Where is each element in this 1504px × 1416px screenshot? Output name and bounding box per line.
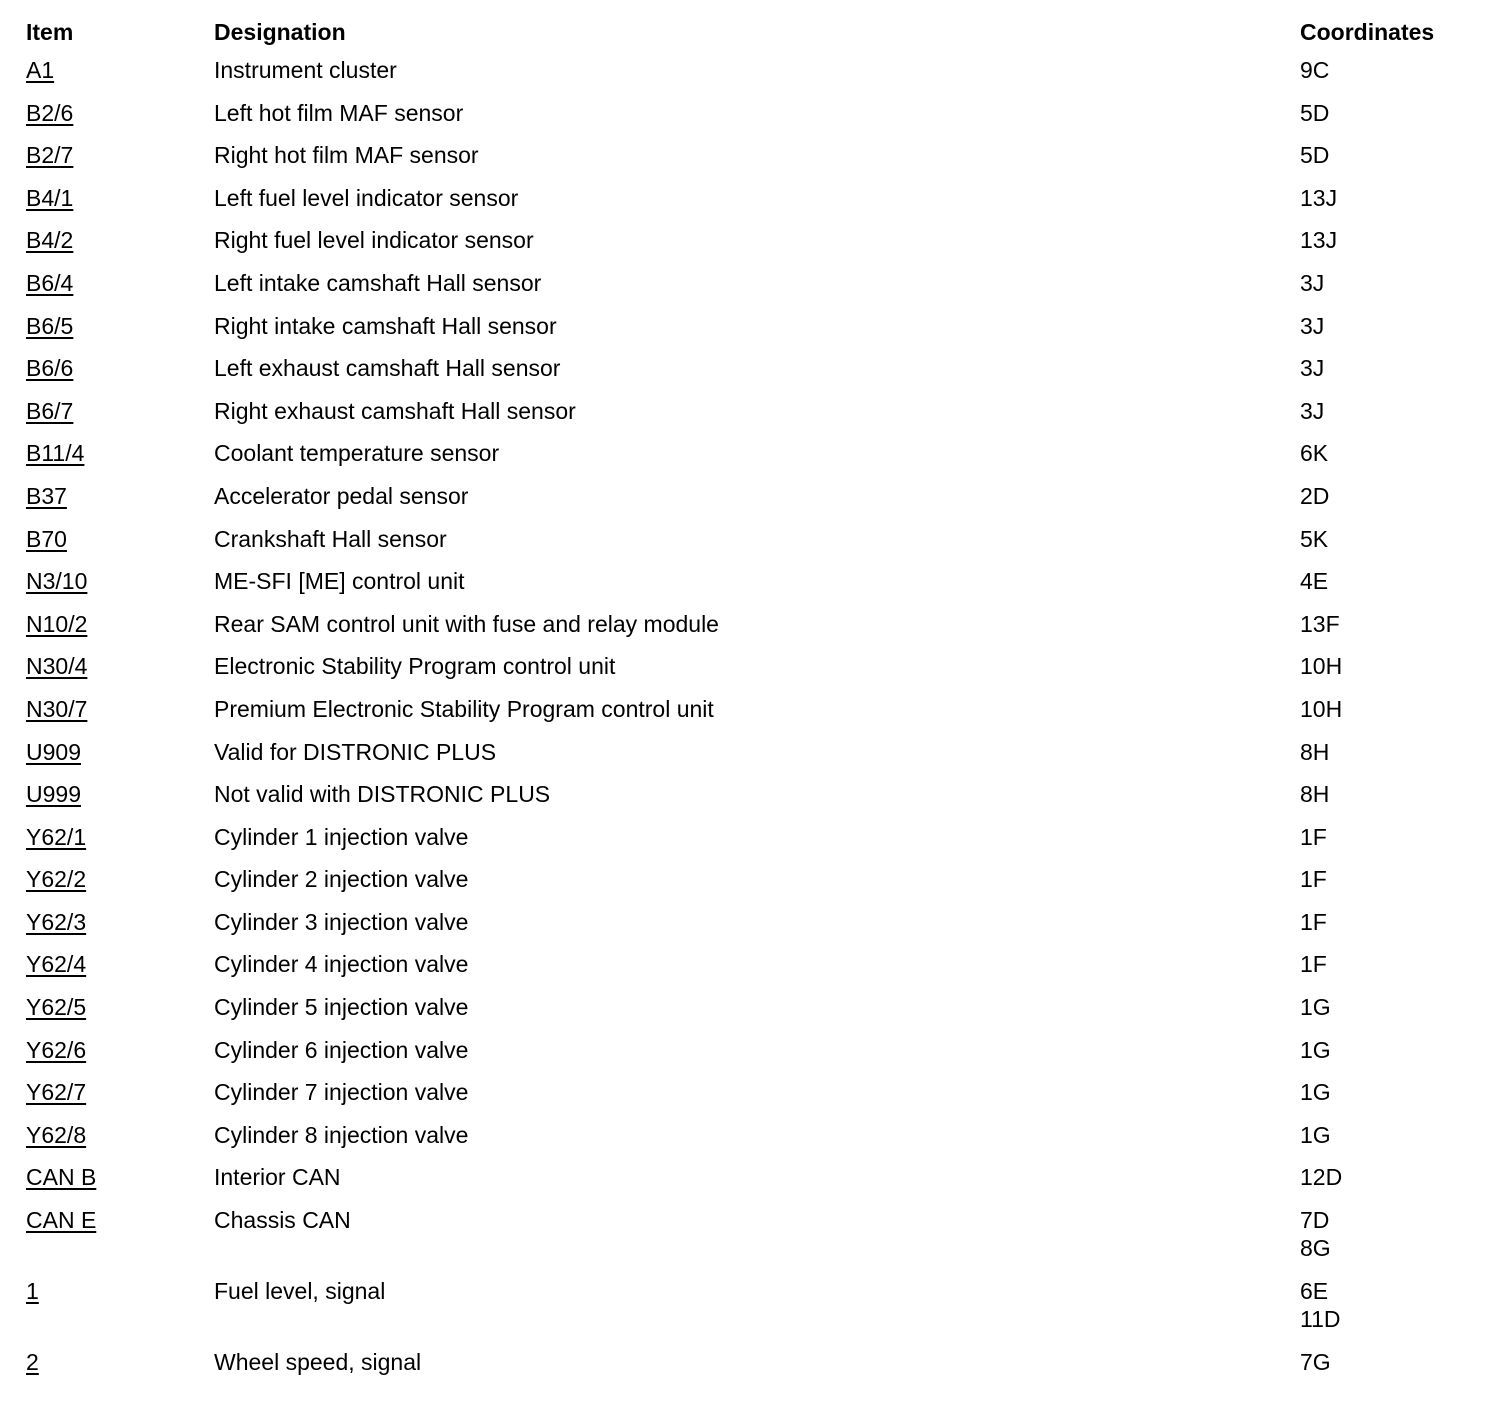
- table-row: [26, 652, 1486, 695]
- table-row: [26, 1348, 1486, 1391]
- coordinate-value: 1F: [1300, 866, 1327, 893]
- table-row: [26, 567, 1486, 610]
- coordinates-cell: [1300, 652, 1342, 680]
- table-row: [26, 865, 1486, 908]
- item-link[interactable]: Y62/7: [26, 1079, 87, 1106]
- designation-text: Left intake camshaft Hall sensor: [214, 269, 542, 296]
- table-row: [26, 950, 1486, 993]
- designation-text: Crankshaft Hall sensor: [214, 525, 447, 552]
- header-designation: Designation: [214, 19, 346, 45]
- item-link[interactable]: B4/2: [26, 227, 74, 254]
- designation-text: Valid for DISTRONIC PLUS: [214, 738, 497, 765]
- designation-text: Chassis CAN: [214, 1207, 351, 1234]
- coordinates-cell: [1300, 56, 1329, 84]
- table-row: [26, 780, 1486, 823]
- table-row: [26, 99, 1486, 142]
- coordinate-value: 13J: [1300, 227, 1338, 254]
- table-row: [26, 1206, 1486, 1277]
- coordinate-value: 7D: [1300, 1207, 1330, 1234]
- coordinates-cell: [1300, 950, 1327, 978]
- table-row: [26, 823, 1486, 866]
- designation-text: Not valid with DISTRONIC PLUS: [214, 781, 551, 808]
- coordinate-value: 8H: [1300, 738, 1330, 765]
- coordinates-cell: [1300, 567, 1328, 595]
- header-item: Item: [26, 19, 74, 45]
- coordinates-cell: [1300, 1348, 1331, 1376]
- coordinate-value: 3J: [1300, 355, 1325, 382]
- table-row: [26, 1163, 1486, 1206]
- header-coordinates: Coordinates: [1300, 19, 1435, 45]
- coordinate-value: 9C: [1300, 57, 1330, 83]
- item-link[interactable]: Y62/2: [26, 866, 87, 893]
- item-link[interactable]: B6/5: [26, 312, 74, 339]
- coordinate-value: 3J: [1300, 397, 1325, 424]
- item-link[interactable]: B4/1: [26, 184, 74, 211]
- coordinate-value: 6E: [1300, 1278, 1329, 1305]
- designation-text: Cylinder 2 injection valve: [214, 866, 469, 893]
- coordinate-value: 2D: [1300, 482, 1330, 509]
- legend-table: [26, 18, 1486, 1391]
- table-row: [26, 397, 1486, 440]
- coordinate-value: 1G: [1300, 1079, 1331, 1106]
- table-row: [26, 269, 1486, 312]
- coordinates-cell: [1300, 1277, 1341, 1333]
- coordinate-value: 13F: [1300, 610, 1340, 637]
- item-link[interactable]: N30/7: [26, 695, 88, 722]
- table-row: [26, 482, 1486, 525]
- coordinates-cell: [1300, 439, 1328, 467]
- designation-text: Cylinder 6 injection valve: [214, 1036, 469, 1063]
- designation-text: Right exhaust camshaft Hall sensor: [214, 397, 576, 424]
- table-row: [26, 439, 1486, 482]
- coordinate-value: 6K: [1300, 440, 1329, 467]
- table-row: [26, 610, 1486, 653]
- item-link[interactable]: Y62/4: [26, 951, 87, 978]
- item-link[interactable]: Y62/6: [26, 1036, 87, 1063]
- designation-text: Cylinder 7 injection valve: [214, 1079, 469, 1106]
- designation-text: Cylinder 5 injection valve: [214, 994, 469, 1021]
- coordinate-value: 13J: [1300, 184, 1338, 211]
- coordinates-cell: [1300, 397, 1324, 425]
- designation-text: Left hot film MAF sensor: [214, 99, 464, 126]
- coordinates-cell: [1300, 141, 1329, 169]
- coordinates-cell: [1300, 525, 1328, 553]
- coordinate-value: 12D: [1300, 1164, 1343, 1191]
- coordinates-cell: [1300, 695, 1342, 723]
- coordinates-cell: [1300, 1163, 1342, 1191]
- coordinates-cell: [1300, 1036, 1331, 1064]
- designation-text: Left exhaust camshaft Hall sensor: [214, 355, 561, 382]
- table-row: [26, 993, 1486, 1036]
- coordinates-cell: [1300, 184, 1337, 212]
- coordinates-cell: [1300, 993, 1331, 1021]
- table-row: [26, 184, 1486, 227]
- coordinate-value: 1F: [1300, 951, 1327, 978]
- coordinates-cell: [1300, 226, 1337, 254]
- item-link[interactable]: N30/4: [26, 653, 88, 680]
- table-row: [26, 1078, 1486, 1121]
- table-row: [26, 738, 1486, 781]
- item-link[interactable]: B37: [26, 482, 67, 509]
- item-link[interactable]: U909: [26, 738, 81, 765]
- coordinates-cell: [1300, 482, 1329, 510]
- coordinates-cell: [1300, 738, 1329, 766]
- table-row: [26, 141, 1486, 184]
- coordinate-value: 5D: [1300, 99, 1330, 126]
- table-row: [26, 1036, 1486, 1079]
- coordinate-value: 7G: [1300, 1349, 1331, 1376]
- designation-text: Premium Electronic Stability Program control unit: [214, 695, 714, 722]
- table-row: [26, 908, 1486, 951]
- item-link[interactable]: B2/6: [26, 99, 74, 126]
- coordinates-cell: [1300, 823, 1327, 851]
- table-header: [26, 18, 1486, 56]
- item-link[interactable]: CAN E: [26, 1207, 97, 1234]
- designation-text: Accelerator pedal sensor: [214, 482, 469, 509]
- coordinate-value: 10H: [1300, 653, 1343, 680]
- designation-text: Right hot film MAF sensor: [214, 142, 479, 169]
- coordinate-value: 10H: [1300, 695, 1343, 722]
- designation-text: Cylinder 3 injection valve: [214, 908, 469, 935]
- coordinate-value: 1F: [1300, 823, 1327, 850]
- coordinate-value: 3J: [1300, 312, 1325, 339]
- designation-text: Electronic Stability Program control unit: [214, 653, 616, 680]
- designation-text: Right fuel level indicator sensor: [214, 227, 534, 254]
- coordinates-cell: [1300, 99, 1329, 127]
- coordinates-cell: [1300, 1206, 1331, 1262]
- item-link[interactable]: CAN B: [26, 1164, 97, 1191]
- table-body: [26, 56, 1486, 1391]
- item-link[interactable]: A1: [26, 57, 55, 83]
- coordinate-value: 11D: [1300, 1306, 1341, 1333]
- coordinates-cell: [1300, 1121, 1331, 1149]
- table-row: [26, 695, 1486, 738]
- item-link[interactable]: Y62/3: [26, 908, 87, 935]
- coordinate-value: 1G: [1300, 1121, 1331, 1148]
- table-row: [26, 525, 1486, 568]
- item-link[interactable]: B70: [26, 525, 67, 552]
- designation-text: Wheel speed, signal: [214, 1349, 422, 1376]
- table-row: [26, 56, 1486, 99]
- coordinates-cell: [1300, 865, 1327, 893]
- item-link[interactable]: B11/4: [26, 440, 85, 467]
- item-link[interactable]: N3/10: [26, 568, 88, 595]
- designation-text: Cylinder 1 injection valve: [214, 823, 469, 850]
- table-row: [26, 1121, 1486, 1164]
- table-row: [26, 312, 1486, 355]
- item-link[interactable]: 2: [26, 1349, 39, 1376]
- coordinate-value: 3J: [1300, 269, 1325, 296]
- designation-text: Coolant temperature sensor: [214, 440, 500, 467]
- item-link[interactable]: 1: [26, 1278, 39, 1305]
- table-row: [26, 1277, 1486, 1348]
- table-row: [26, 226, 1486, 269]
- coordinate-value: 8H: [1300, 781, 1330, 808]
- coordinates-cell: [1300, 610, 1340, 638]
- coordinate-value: 1G: [1300, 1036, 1331, 1063]
- designation-text: Left fuel level indicator sensor: [214, 184, 519, 211]
- coordinate-value: 5D: [1300, 142, 1330, 169]
- item-link[interactable]: Y62/8: [26, 1121, 87, 1148]
- designation-text: Cylinder 4 injection valve: [214, 951, 469, 978]
- coordinates-cell: [1300, 312, 1324, 340]
- item-link[interactable]: N10/2: [26, 610, 88, 637]
- item-link[interactable]: U999: [26, 781, 81, 808]
- designation-text: Right intake camshaft Hall sensor: [214, 312, 557, 339]
- coordinate-value: 1F: [1300, 908, 1327, 935]
- item-link[interactable]: B6/6: [26, 355, 74, 382]
- designation-text: Fuel level, signal: [214, 1278, 386, 1305]
- designation-text: Instrument cluster: [214, 57, 397, 83]
- coordinate-value: 4E: [1300, 568, 1329, 595]
- coordinates-cell: [1300, 908, 1327, 936]
- item-link[interactable]: B6/4: [26, 269, 74, 296]
- designation-text: ME-SFI [ME] control unit: [214, 568, 465, 595]
- coordinates-cell: [1300, 354, 1324, 382]
- item-link[interactable]: Y62/1: [26, 823, 87, 850]
- designation-text: Cylinder 8 injection valve: [214, 1121, 469, 1148]
- designation-text: Rear SAM control unit with fuse and relay module: [214, 610, 719, 637]
- coordinates-cell: [1300, 269, 1324, 297]
- designation-text: Interior CAN: [214, 1164, 341, 1191]
- item-link[interactable]: B2/7: [26, 142, 74, 169]
- coordinate-value: 5K: [1300, 525, 1329, 552]
- item-link[interactable]: B6/7: [26, 397, 74, 424]
- coordinates-cell: [1300, 1078, 1331, 1106]
- table-row: [26, 354, 1486, 397]
- item-link[interactable]: Y62/5: [26, 994, 87, 1021]
- coordinate-value: 1G: [1300, 994, 1331, 1021]
- coordinate-value: 8G: [1300, 1235, 1331, 1262]
- coordinates-cell: [1300, 780, 1329, 808]
